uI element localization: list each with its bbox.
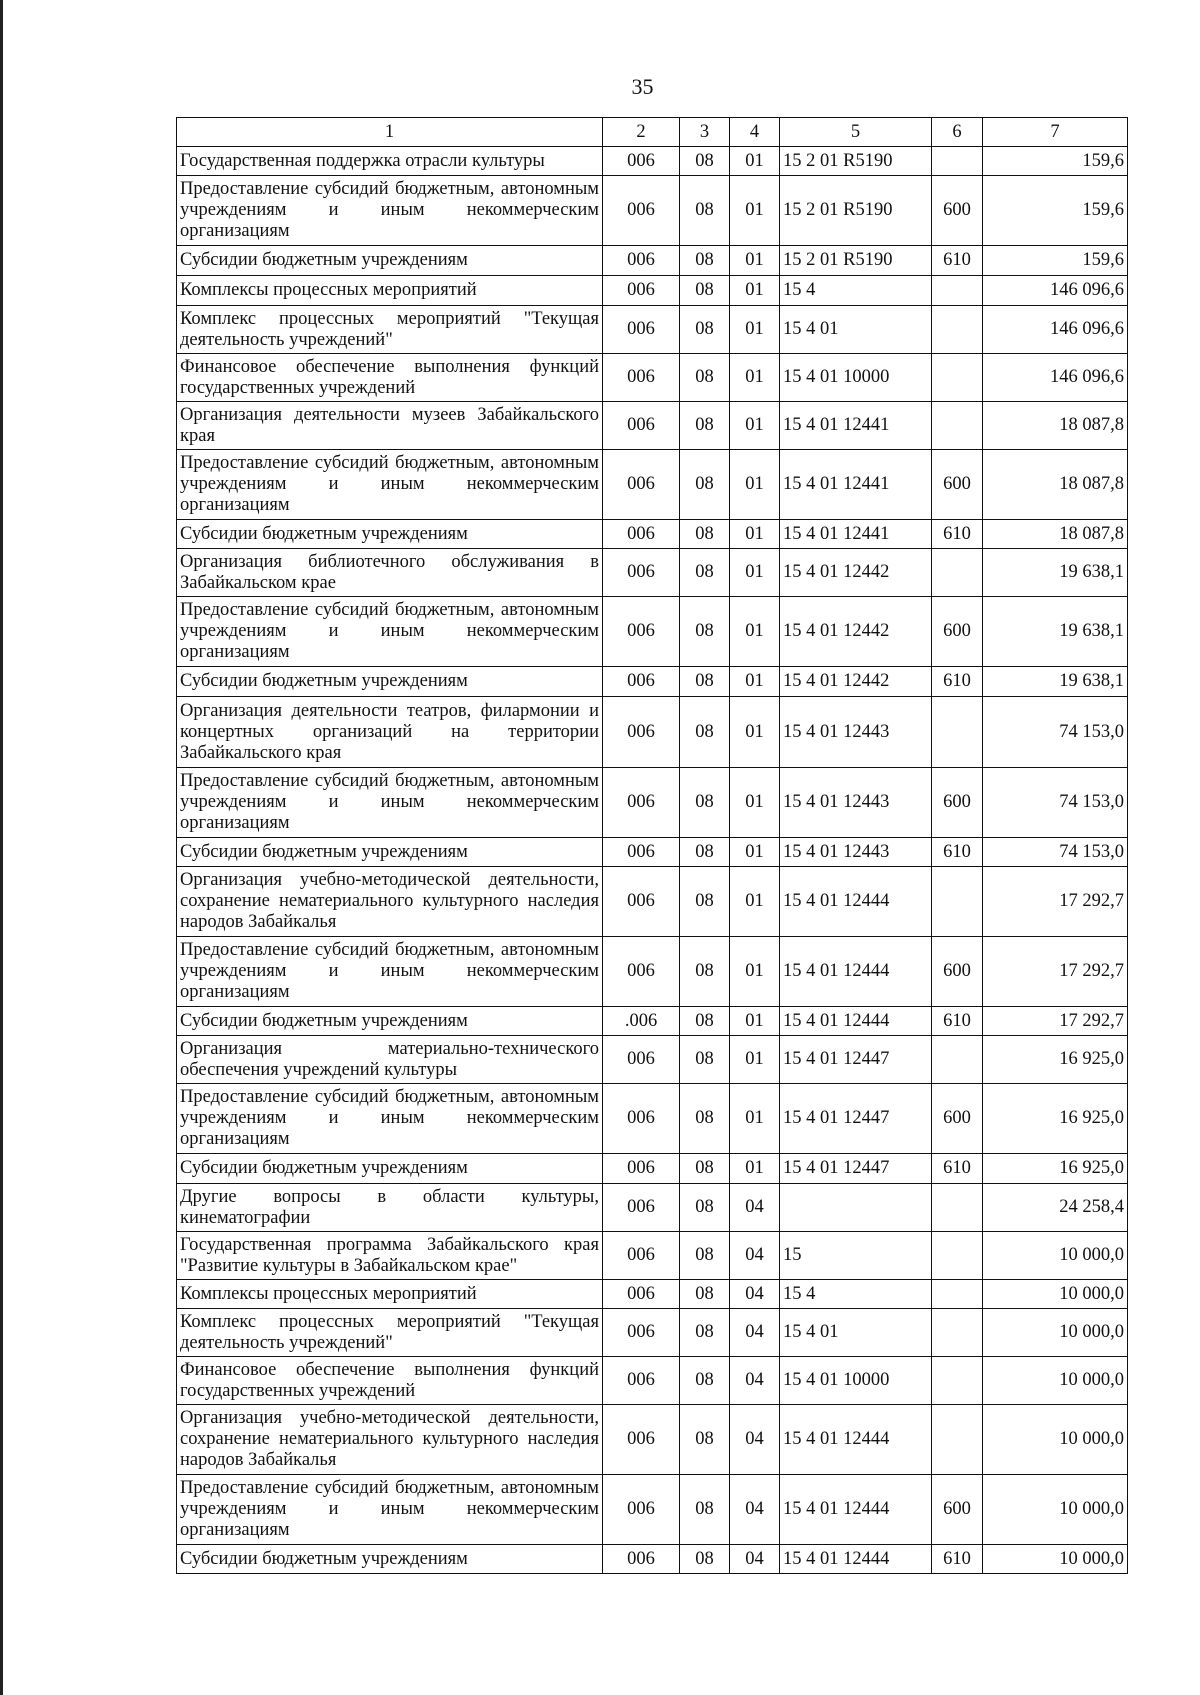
cell-expense-type: 600	[932, 176, 983, 246]
cell-amount: 10 000,0	[983, 1280, 1128, 1309]
cell-name: Организация деятельности театров, филармонии и концертных организаций на территории Забайкальского края	[177, 697, 603, 768]
cell-target-article: 15 4 01 12441	[780, 402, 932, 450]
cell-section: 08	[680, 450, 730, 520]
cell-amount: 16 925,0	[983, 1084, 1128, 1154]
table-row	[177, 1232, 1128, 1280]
table-row	[177, 1357, 1128, 1405]
cell-ministry-code: 006	[603, 450, 680, 520]
cell-section: 08	[680, 1475, 730, 1545]
table-row	[177, 1084, 1128, 1154]
cell-target-article: 15 4 01	[780, 306, 932, 354]
table-row	[177, 549, 1128, 597]
cell-name: Организация материально-технического обеспечения учреждений культуры	[177, 1036, 603, 1084]
cell-target-article: 15 4 01 12444	[780, 1007, 932, 1036]
cell-name: Субсидии бюджетным учреждениям	[177, 520, 603, 549]
cell-ministry-code: 006	[603, 1232, 680, 1280]
cell-subsection: 01	[730, 520, 780, 549]
cell-target-article: 15 4 01 12447	[780, 1084, 932, 1154]
table-body	[177, 147, 1128, 1574]
cell-expense-type: 610	[932, 838, 983, 867]
table-row	[177, 838, 1128, 867]
cell-section: 08	[680, 1232, 730, 1280]
cell-name: Предоставление субсидий бюджетным, автономным учреждениям и иным некоммерческим организациям	[177, 1475, 603, 1545]
cell-section: 08	[680, 1036, 730, 1084]
cell-expense-type: 610	[932, 667, 983, 697]
cell-subsection: 01	[730, 1154, 780, 1184]
cell-expense-type	[932, 354, 983, 402]
cell-name: Предоставление субсидий бюджетным, автономным учреждениям и иным некоммерческим организациям	[177, 450, 603, 520]
cell-expense-type: 600	[932, 450, 983, 520]
cell-section: 08	[680, 697, 730, 768]
cell-name: Предоставление субсидий бюджетным, автономным учреждениям и иным некоммерческим организациям	[177, 176, 603, 246]
cell-subsection: 01	[730, 276, 780, 306]
cell-expense-type	[932, 697, 983, 768]
page-number: 35	[631, 74, 654, 99]
cell-expense-type	[932, 1357, 983, 1405]
cell-amount: 17 292,7	[983, 1007, 1128, 1036]
cell-expense-type	[932, 276, 983, 306]
cell-name: Комплекс процессных мероприятий "Текущая деятельность учреждений"	[177, 306, 603, 354]
cell-subsection: 01	[730, 246, 780, 276]
cell-target-article: 15 4	[780, 276, 932, 306]
table-row	[177, 1154, 1128, 1184]
cell-target-article: 15 4 01 12447	[780, 1036, 932, 1084]
cell-amount: 16 925,0	[983, 1154, 1128, 1184]
table-row	[177, 1405, 1128, 1475]
cell-expense-type	[932, 1184, 983, 1232]
cell-name: Государственная поддержка отрасли культуры	[177, 147, 603, 176]
cell-target-article: 15 4 01 10000	[780, 354, 932, 402]
cell-section: 08	[680, 597, 730, 667]
cell-section: 08	[680, 176, 730, 246]
table-row	[177, 520, 1128, 549]
cell-name: Субсидии бюджетным учреждениям	[177, 1545, 603, 1574]
cell-name: Организация учебно-методической деятельности, сохранение нематериального культурного наследия народов Забайкалья	[177, 867, 603, 937]
cell-section: 08	[680, 1405, 730, 1475]
table-row	[177, 667, 1128, 697]
cell-name: Предоставление субсидий бюджетным, автономным учреждениям и иным некоммерческим организациям	[177, 1084, 603, 1154]
table-row	[177, 937, 1128, 1007]
cell-ministry-code: 006	[603, 246, 680, 276]
cell-amount: 17 292,7	[983, 867, 1128, 937]
cell-name: Финансовое обеспечение выполнения функций государственных учреждений	[177, 354, 603, 402]
header-row	[177, 118, 1128, 147]
cell-ministry-code: 006	[603, 549, 680, 597]
cell-target-article: 15 4 01 12447	[780, 1154, 932, 1184]
cell-amount: 10 000,0	[983, 1232, 1128, 1280]
cell-subsection: 04	[730, 1184, 780, 1232]
cell-ministry-code: 006	[603, 402, 680, 450]
cell-amount: 19 638,1	[983, 667, 1128, 697]
cell-subsection: 01	[730, 306, 780, 354]
table-row	[177, 1036, 1128, 1084]
cell-amount: 24 258,4	[983, 1184, 1128, 1232]
cell-section: 08	[680, 937, 730, 1007]
header-col-2: 2	[603, 118, 680, 147]
cell-subsection: 04	[730, 1309, 780, 1357]
cell-expense-type	[932, 306, 983, 354]
cell-subsection: 01	[730, 402, 780, 450]
table-row	[177, 1545, 1128, 1574]
cell-amount: 159,6	[983, 176, 1128, 246]
cell-amount: 17 292,7	[983, 937, 1128, 1007]
cell-amount: 16 925,0	[983, 1036, 1128, 1084]
table-row	[177, 306, 1128, 354]
cell-name: Государственная программа Забайкальского края "Развитие культуры в Забайкальском крае"	[177, 1232, 603, 1280]
cell-target-article: 15 4 01 12444	[780, 1475, 932, 1545]
cell-target-article: 15 4	[780, 1280, 932, 1309]
cell-name: Субсидии бюджетным учреждениям	[177, 1154, 603, 1184]
header-col-3: 3	[680, 118, 730, 147]
cell-name: Субсидии бюджетным учреждениям	[177, 246, 603, 276]
cell-amount: 10 000,0	[983, 1357, 1128, 1405]
header-col-7: 7	[983, 118, 1128, 147]
cell-ministry-code: 006	[603, 1405, 680, 1475]
cell-subsection: 04	[730, 1545, 780, 1574]
cell-subsection: 04	[730, 1232, 780, 1280]
cell-ministry-code: 006	[603, 697, 680, 768]
cell-subsection: 01	[730, 147, 780, 176]
table-row	[177, 246, 1128, 276]
cell-name: Предоставление субсидий бюджетным, автономным учреждениям и иным некоммерческим организациям	[177, 937, 603, 1007]
cell-subsection: 01	[730, 768, 780, 838]
cell-subsection: 04	[730, 1280, 780, 1309]
cell-section: 08	[680, 838, 730, 867]
table-row	[177, 768, 1128, 838]
cell-subsection: 01	[730, 1036, 780, 1084]
cell-subsection: 04	[730, 1357, 780, 1405]
cell-expense-type: 610	[932, 520, 983, 549]
cell-ministry-code: 006	[603, 838, 680, 867]
table-row	[177, 176, 1128, 246]
cell-target-article: 15 4 01 12443	[780, 697, 932, 768]
cell-expense-type	[932, 867, 983, 937]
cell-expense-type	[932, 402, 983, 450]
cell-amount: 74 153,0	[983, 697, 1128, 768]
cell-expense-type	[932, 549, 983, 597]
cell-amount: 146 096,6	[983, 306, 1128, 354]
cell-expense-type	[932, 1309, 983, 1357]
cell-ministry-code: 006	[603, 306, 680, 354]
cell-name: Субсидии бюджетным учреждениям	[177, 838, 603, 867]
cell-amount: 10 000,0	[983, 1545, 1128, 1574]
cell-name: Субсидии бюджетным учреждениям	[177, 1007, 603, 1036]
cell-ministry-code: 006	[603, 1475, 680, 1545]
cell-ministry-code: 006	[603, 667, 680, 697]
cell-amount: 19 638,1	[983, 549, 1128, 597]
cell-section: 08	[680, 147, 730, 176]
table-row	[177, 1280, 1128, 1309]
cell-target-article: 15 4 01 12443	[780, 838, 932, 867]
cell-amount: 146 096,6	[983, 276, 1128, 306]
cell-section: 08	[680, 276, 730, 306]
cell-subsection: 01	[730, 549, 780, 597]
cell-subsection: 01	[730, 667, 780, 697]
cell-amount: 10 000,0	[983, 1309, 1128, 1357]
cell-section: 08	[680, 1357, 730, 1405]
cell-target-article: 15 4 01 12441	[780, 450, 932, 520]
table-row	[177, 1475, 1128, 1545]
table-row	[177, 597, 1128, 667]
cell-section: 08	[680, 354, 730, 402]
cell-expense-type: 610	[932, 1545, 983, 1574]
cell-target-article: 15 4 01 12444	[780, 1545, 932, 1574]
cell-name: Субсидии бюджетным учреждениям	[177, 667, 603, 697]
cell-ministry-code: .006	[603, 1007, 680, 1036]
cell-name: Предоставление субсидий бюджетным, автономным учреждениям и иным некоммерческим организациям	[177, 768, 603, 838]
cell-ministry-code: 006	[603, 768, 680, 838]
cell-ministry-code: 006	[603, 1154, 680, 1184]
cell-name: Комплекс процессных мероприятий "Текущая деятельность учреждений"	[177, 1309, 603, 1357]
table-row	[177, 450, 1128, 520]
cell-target-article: 15 4 01 12444	[780, 867, 932, 937]
cell-expense-type: 600	[932, 597, 983, 667]
header-col-1: 1	[177, 118, 603, 147]
cell-subsection: 01	[730, 1007, 780, 1036]
cell-ministry-code: 006	[603, 937, 680, 1007]
cell-subsection: 04	[730, 1405, 780, 1475]
cell-subsection: 01	[730, 867, 780, 937]
cell-name: Предоставление субсидий бюджетным, автономным учреждениям и иным некоммерческим организациям	[177, 597, 603, 667]
cell-ministry-code: 006	[603, 276, 680, 306]
cell-target-article	[780, 1184, 932, 1232]
table-row	[177, 1309, 1128, 1357]
cell-expense-type: 610	[932, 246, 983, 276]
cell-subsection: 01	[730, 937, 780, 1007]
cell-amount: 159,6	[983, 147, 1128, 176]
cell-target-article: 15 2 01 R5190	[780, 147, 932, 176]
cell-target-article: 15 2 01 R5190	[780, 176, 932, 246]
cell-target-article: 15 4 01 12441	[780, 520, 932, 549]
table-row	[177, 867, 1128, 937]
cell-target-article: 15 4 01	[780, 1309, 932, 1357]
cell-expense-type: 610	[932, 1007, 983, 1036]
cell-target-article: 15 2 01 R5190	[780, 246, 932, 276]
cell-target-article: 15 4 01 12442	[780, 597, 932, 667]
header-col-5: 5	[780, 118, 932, 147]
cell-ministry-code: 006	[603, 1036, 680, 1084]
cell-amount: 18 087,8	[983, 402, 1128, 450]
cell-name: Организация деятельности музеев Забайкальского края	[177, 402, 603, 450]
cell-ministry-code: 006	[603, 176, 680, 246]
cell-subsection: 01	[730, 597, 780, 667]
cell-amount: 18 087,8	[983, 450, 1128, 520]
cell-name: Комплексы процессных мероприятий	[177, 1280, 603, 1309]
cell-expense-type: 600	[932, 937, 983, 1007]
table-row	[177, 1007, 1128, 1036]
cell-amount: 159,6	[983, 246, 1128, 276]
cell-target-article: 15 4 01 12442	[780, 667, 932, 697]
cell-section: 08	[680, 1154, 730, 1184]
scan-edge-line	[0, 0, 3, 1695]
cell-section: 08	[680, 549, 730, 597]
table-row	[177, 697, 1128, 768]
cell-expense-type: 600	[932, 1475, 983, 1545]
cell-name: Организация библиотечного обслуживания в Забайкальском крае	[177, 549, 603, 597]
cell-section: 08	[680, 306, 730, 354]
cell-section: 08	[680, 1007, 730, 1036]
cell-ministry-code: 006	[603, 867, 680, 937]
cell-section: 08	[680, 520, 730, 549]
cell-ministry-code: 006	[603, 147, 680, 176]
cell-section: 08	[680, 768, 730, 838]
cell-amount: 74 153,0	[983, 768, 1128, 838]
cell-ministry-code: 006	[603, 1084, 680, 1154]
cell-amount: 74 153,0	[983, 838, 1128, 867]
cell-subsection: 01	[730, 354, 780, 402]
cell-ministry-code: 006	[603, 520, 680, 549]
cell-section: 08	[680, 667, 730, 697]
cell-target-article: 15 4 01 12444	[780, 1405, 932, 1475]
cell-expense-type	[932, 1405, 983, 1475]
cell-section: 08	[680, 1084, 730, 1154]
cell-expense-type	[932, 1280, 983, 1309]
cell-name: Финансовое обеспечение выполнения функций государственных учреждений	[177, 1357, 603, 1405]
cell-expense-type: 610	[932, 1154, 983, 1184]
cell-expense-type	[932, 147, 983, 176]
cell-section: 08	[680, 1280, 730, 1309]
cell-subsection: 04	[730, 1475, 780, 1545]
cell-target-article: 15 4 01 12442	[780, 549, 932, 597]
cell-subsection: 01	[730, 1084, 780, 1154]
cell-target-article: 15 4 01 10000	[780, 1357, 932, 1405]
cell-expense-type	[932, 1232, 983, 1280]
cell-subsection: 01	[730, 450, 780, 520]
cell-section: 08	[680, 1545, 730, 1574]
table-row	[177, 1184, 1128, 1232]
header-col-4: 4	[730, 118, 780, 147]
cell-ministry-code: 006	[603, 354, 680, 402]
cell-ministry-code: 006	[603, 1357, 680, 1405]
cell-amount: 10 000,0	[983, 1405, 1128, 1475]
header-col-6: 6	[932, 118, 983, 147]
cell-target-article: 15 4 01 12443	[780, 768, 932, 838]
cell-amount: 10 000,0	[983, 1475, 1128, 1545]
cell-section: 08	[680, 246, 730, 276]
cell-name: Организация учебно-методической деятельности, сохранение нематериального культурного наследия народов Забайкалья	[177, 1405, 603, 1475]
budget-table	[176, 117, 1128, 1574]
cell-ministry-code: 006	[603, 1309, 680, 1357]
cell-section: 08	[680, 1309, 730, 1357]
cell-subsection: 01	[730, 697, 780, 768]
cell-section: 08	[680, 1184, 730, 1232]
cell-amount: 146 096,6	[983, 354, 1128, 402]
cell-amount: 18 087,8	[983, 520, 1128, 549]
cell-expense-type	[932, 1036, 983, 1084]
cell-ministry-code: 006	[603, 1545, 680, 1574]
cell-amount: 19 638,1	[983, 597, 1128, 667]
cell-section: 08	[680, 867, 730, 937]
cell-subsection: 01	[730, 176, 780, 246]
table-row	[177, 354, 1128, 402]
cell-expense-type: 600	[932, 768, 983, 838]
table-row	[177, 276, 1128, 306]
cell-target-article: 15	[780, 1232, 932, 1280]
cell-ministry-code: 006	[603, 597, 680, 667]
cell-ministry-code: 006	[603, 1184, 680, 1232]
table-header	[177, 118, 1128, 147]
cell-name: Комплексы процессных мероприятий	[177, 276, 603, 306]
cell-target-article: 15 4 01 12444	[780, 937, 932, 1007]
cell-expense-type: 600	[932, 1084, 983, 1154]
cell-name: Другие вопросы в области культуры, кинематографии	[177, 1184, 603, 1232]
table-row	[177, 147, 1128, 176]
table-row	[177, 402, 1128, 450]
cell-section: 08	[680, 402, 730, 450]
cell-subsection: 01	[730, 838, 780, 867]
cell-ministry-code: 006	[603, 1280, 680, 1309]
